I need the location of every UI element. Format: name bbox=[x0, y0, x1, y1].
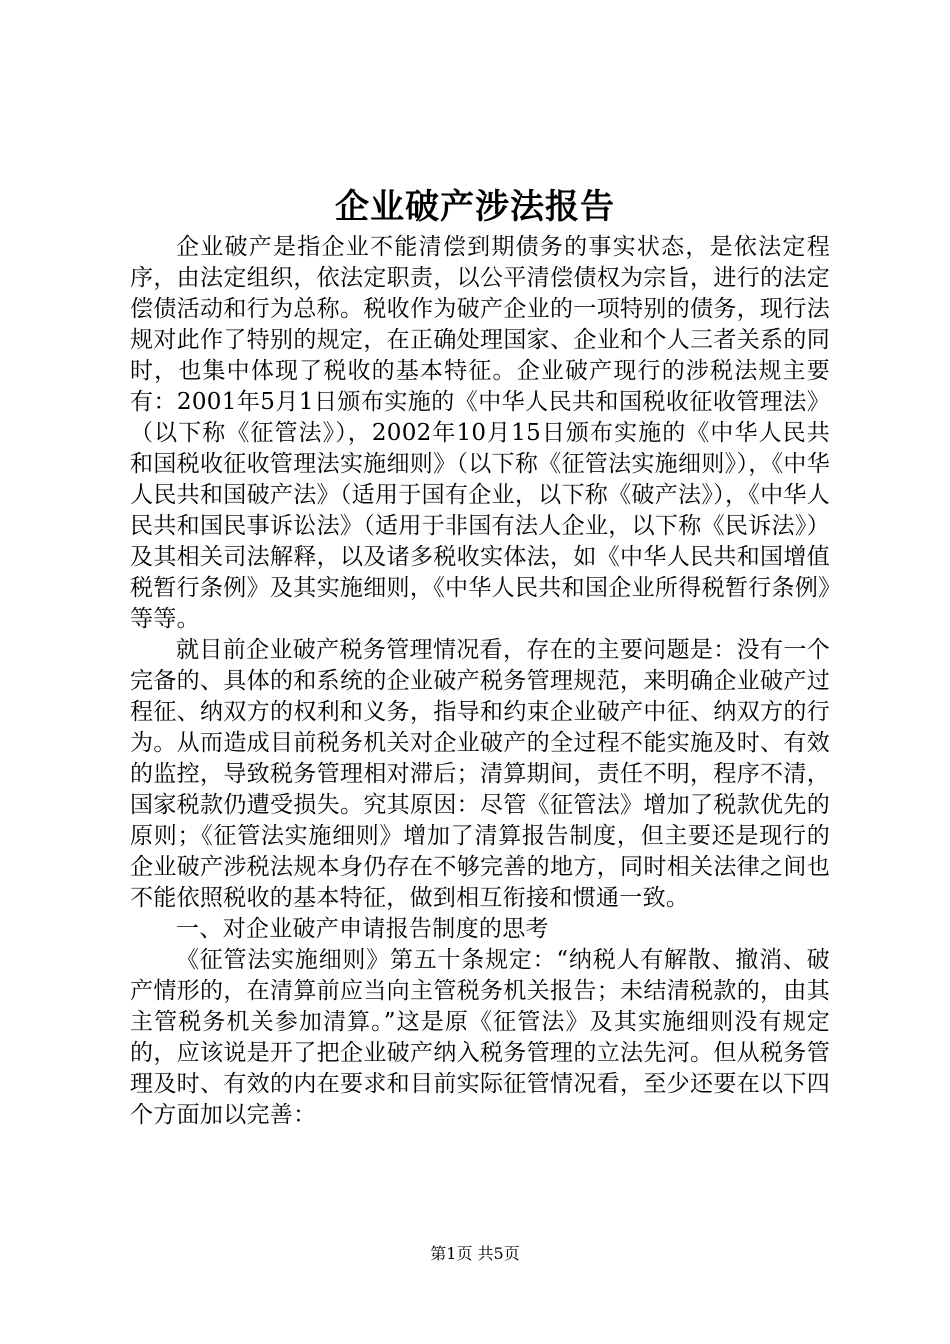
paragraph-problems: 就目前企业破产税务管理情况看，存在的主要问题是：没有一个完备的、具体的和系统的企业破产税务管理规范，来明确企业破产过程征、纳双方的权利和义务，指导和约束企业破产中征、纳双方的行为。从而造成目前税务机关对企业破产的全过程不能实施及时、有效的监控，导致税务管理相对滞后；清算期间，责任不明，程序不清，国家税款仍遭受损失。究其原因：尽管《征管法》增加了税款优先的原则；《征管法实施细则》增加了清算报告制度，但主要还是现行的企业破产涉税法规本身仍存在不够完善的地方，同时相关法律之间也不能依照税收的基本特征，做到相互衔接和惯通一致。 bbox=[130, 637, 830, 911]
paragraph-intro: 企业破产是指企业不能清偿到期债务的事实状态，是依法定程序，由法定组织，依法定职责，以公平清偿债权为宗旨，进行的法定偿债活动和行为总称。税收作为破产企业的一项特别的债务，现行法规对此作了特别的规定，在正确处理国家、企业和个人三者关系的同时，也集中体现了税收的基本特征。企业破产现行的涉税法规主要有：2001年5月1日颁布实施的《中华人民共和国税收征收管理法》（以下称《征管法》），2002年10月15日颁布实施的《中华人民共和国税收征收管理法实施细则》（以下称《征管法实施细则》），《中华人民共和国破产法》（适用于国有企业，以下称《破产法》），《中华人民共和国民事诉讼法》（适用于非国有法人企业，以下称《民诉法》）及其相关司法解释，以及诸多税收实体法，如《中华人民共和国增值税暂行条例》及其实施细则，《中华人民共和国企业所得税暂行条例》等等。 bbox=[130, 234, 830, 632]
paragraph-section-1: 《征管法实施细则》第五十条规定：“纳税人有解散、撤消、破产情形的，在清算前应当向主管税务机关报告；未结清税款的，由其主管税务机关参加清算。”这是原《征管法》及其实施细则没有规定的，应该说是开了把企业破产纳入税务管理的立法先河。但从税务管理及时、有效的内在要求和目前实际征管情况看，至少还要在以下四个方面加以完善： bbox=[130, 947, 830, 1128]
document-body bbox=[130, 232, 830, 1131]
page-footer: 第1页 共5页 bbox=[430, 1244, 520, 1263]
section-heading-1: 一、对企业破产申请报告制度的思考 bbox=[176, 916, 549, 942]
document-title: 企业破产涉法报告 bbox=[335, 187, 615, 227]
